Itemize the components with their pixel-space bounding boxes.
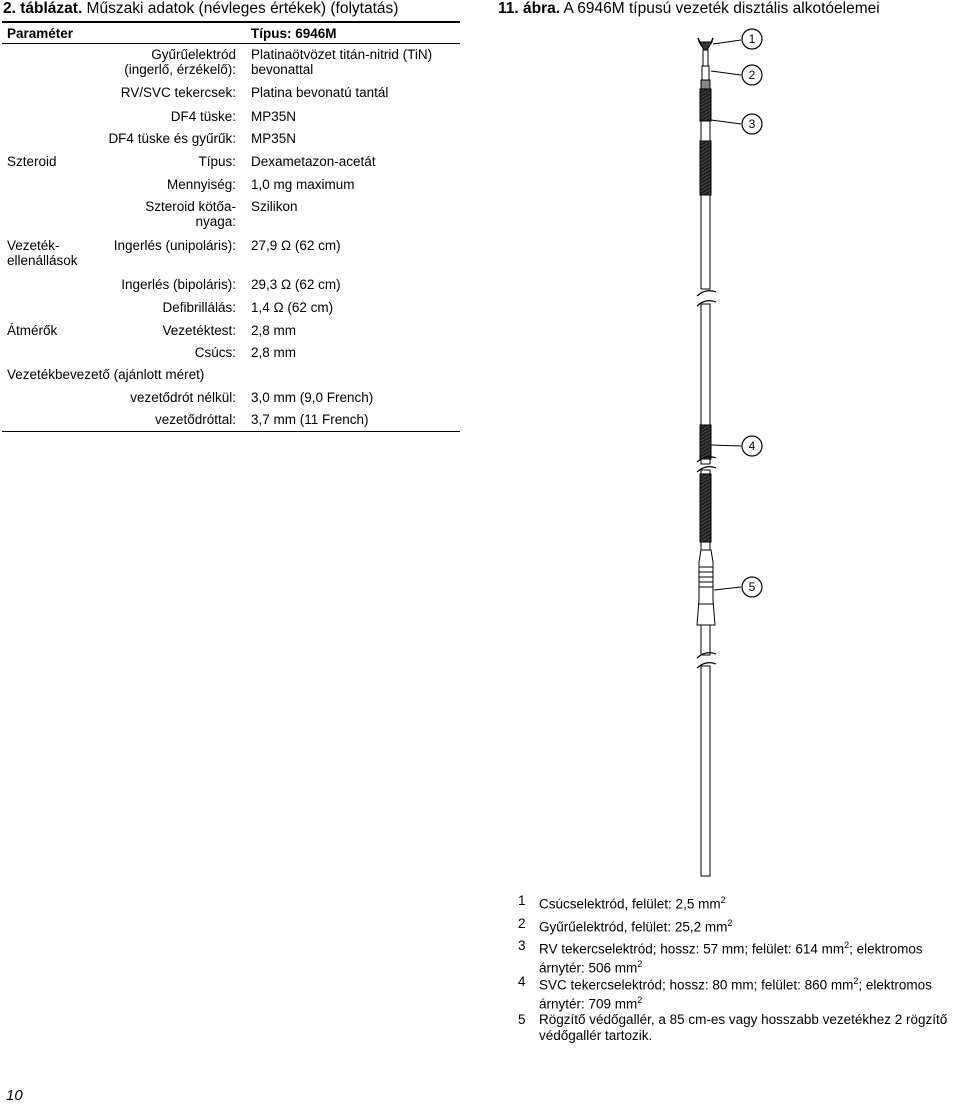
row-label: Szteroid kötőa- nyaga: — [145, 199, 236, 229]
legend-text-tail: ; elektromos árnytér: 709 mm — [539, 977, 932, 1012]
callout-2: 2 — [748, 68, 756, 82]
row-value: 2,8 mm — [251, 345, 297, 360]
row-category: Szteroid — [7, 154, 57, 169]
legend-superscript: 2 — [637, 959, 643, 969]
callout-circles — [742, 29, 762, 597]
row-value: 1,0 mg maximum — [251, 177, 355, 192]
row-value: 2,8 mm — [251, 323, 297, 338]
row-value: 3,0 mm (9,0 French) — [251, 390, 374, 405]
callout-4: 4 — [748, 439, 756, 453]
rv-coil-icon — [700, 141, 711, 195]
header-type: Típus: 6946M — [251, 26, 337, 41]
legend-text — [539, 974, 959, 1012]
row-value: Dexametazon-acetát — [251, 154, 376, 169]
callout-5: 5 — [748, 580, 756, 594]
legend-number: 3 — [518, 938, 526, 953]
row-label: vezetődrót nélkül: — [130, 390, 236, 405]
legend-superscript: 2 — [853, 976, 859, 986]
row-label: Típus: — [198, 154, 236, 169]
row-value: 29,3 Ω (62 cm) — [251, 277, 341, 292]
legend-superscript: 2 — [844, 940, 850, 950]
row-label: vezetődróttal: — [154, 412, 236, 427]
row-value: Platinaötvözet titán-nitrid (TiN) bevonattal — [251, 47, 433, 77]
row-category: Átmérők — [7, 323, 58, 338]
legend-text-main: Rögzítő védőgallér, a 85 cm-es vagy hosszabb vezetékhez 2 rögzítő védőgallér tartozik. — [539, 1012, 948, 1043]
legend-text-main: SVC tekercselektród; hossz: 80 mm; felület: 860 mm — [539, 977, 854, 993]
row-value: 3,7 mm (11 French) — [251, 412, 369, 427]
row-label: Ingerlés (bipoláris): — [121, 277, 236, 292]
legend-text — [539, 893, 959, 912]
table-title: 2. táblázat. Műszaki adatok (névleges értékek) (folytatás) — [3, 0, 399, 17]
svc-coil-icon — [700, 474, 711, 542]
legend-number: 5 — [518, 1012, 526, 1027]
row-label: Defibrillálás: — [162, 300, 236, 315]
callout-3: 3 — [748, 117, 756, 131]
row-label: RV/SVC tekercsek: — [120, 85, 236, 100]
row-value: Platina bevonatú tantál — [251, 85, 389, 100]
row-label: Gyűrűelektród (ingerlő, érzékelő): — [124, 47, 236, 77]
row-label: DF4 tüske: — [170, 109, 236, 124]
legend-text — [539, 1012, 959, 1043]
legend-superscript: 2 — [720, 895, 726, 905]
lead-tip-icon — [698, 38, 713, 89]
header-parameter: Paraméter — [7, 26, 74, 41]
row-label: Mennyiség: — [166, 177, 236, 192]
legend-number: 4 — [518, 974, 526, 989]
row-label: DF4 tüske és gyűrűk: — [108, 131, 236, 146]
legend-text — [539, 916, 959, 935]
lead-body-segment-4 — [701, 625, 710, 655]
row-value: 27,9 Ω (62 cm) — [251, 238, 341, 253]
row-value: Szilikon — [251, 199, 298, 214]
legend-number: 2 — [518, 916, 526, 931]
row-value: MP35N — [251, 131, 297, 146]
anchoring-sleeve-icon — [697, 550, 715, 625]
legend-superscript: 2 — [727, 918, 733, 928]
break-mark-icon — [697, 291, 716, 296]
row-category: Vezetékbevezető (ajánlott méret) — [7, 367, 205, 382]
row-label: Ingerlés (unipoláris): — [113, 238, 236, 253]
row-label: Vezetéktest: — [162, 323, 236, 338]
rv-coil-icon-top — [700, 89, 711, 121]
row-value: MP35N — [251, 109, 297, 124]
legend-text — [539, 938, 959, 976]
figure-title: 11. ábra. A 6946M típusú vezeték disztális alkotóelemei — [498, 0, 880, 17]
legend-text-main: Csúcselektród, felület: 2,5 mm — [539, 896, 721, 912]
legend-text-main: Gyűrűelektród, felület: 25,2 mm — [539, 919, 728, 935]
svc-coil-icon-top — [700, 425, 711, 459]
row-value: 1,4 Ω (62 cm) — [251, 300, 334, 315]
page-number: 10 — [6, 1087, 23, 1104]
legend-text-tail: ; elektromos árnytér: 506 mm — [539, 941, 923, 976]
row-label: Csúcs: — [194, 345, 236, 360]
row-category: Vezeték- ellenállások — [7, 238, 78, 268]
legend-text-main: RV tekercselektród; hossz: 57 mm; felület: 614 mm — [539, 941, 845, 957]
callout-leaders — [711, 40, 741, 590]
callout-1: 1 — [748, 32, 756, 46]
legend-superscript: 2 — [637, 995, 643, 1005]
legend-number: 1 — [518, 893, 526, 908]
lead-body-segment-5 — [701, 666, 710, 876]
callout-numbers — [749, 32, 756, 594]
